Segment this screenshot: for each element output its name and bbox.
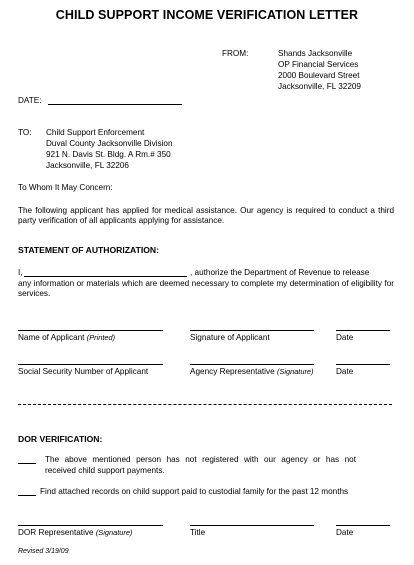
- from-line-1: Shands Jacksonville: [278, 49, 353, 58]
- applicant-signature-field[interactable]: [190, 330, 314, 331]
- to-line-1: Child Support Enforcement: [46, 128, 145, 137]
- authorization-text-rest: any information or materials which are deemed necessary to complete my determination of eligibility for services.: [18, 279, 394, 298]
- document-title: CHILD SUPPORT INCOME VERIFICATION LETTER: [55, 8, 359, 22]
- authorizer-name-field[interactable]: [24, 276, 187, 277]
- section-divider: [18, 404, 392, 405]
- dor-rep-field[interactable]: [18, 525, 163, 526]
- dor-date-field[interactable]: [336, 525, 390, 526]
- date-field[interactable]: [48, 104, 182, 105]
- dor-item-2-checkbox[interactable]: [18, 495, 36, 496]
- applicant-date-field[interactable]: [336, 330, 390, 331]
- to-line-4: Jacksonville, FL 32206: [46, 161, 129, 170]
- applicant-name-field[interactable]: [18, 330, 163, 331]
- applicant-signature-label: Signature of Applicant: [190, 333, 270, 342]
- to-line-2: Duval County Jacksonville Division: [46, 139, 173, 148]
- applicant-name-label: Name of Applicant: [18, 333, 85, 342]
- intro-paragraph: The following applicant has applied for medical assistance. Our agency is required to conduct a third party verification of all applicants applying for assistance.: [18, 206, 394, 225]
- ssn-label: Social Security Number of Applicant: [18, 367, 149, 376]
- agency-date-field[interactable]: [336, 364, 390, 365]
- dor-item-1-checkbox[interactable]: [18, 463, 36, 464]
- dor-rep-label-group: [18, 528, 132, 538]
- applicant-name-note: (Printed): [86, 333, 116, 342]
- dor-item-2: Find attached records on child support paid to custodial family for the past 12 months: [40, 487, 349, 496]
- salutation: To Whom It May Concern:: [18, 183, 113, 192]
- authorization-heading: STATEMENT OF AUTHORIZATION:: [18, 245, 159, 255]
- from-line-3: 2000 Boulevard Street: [278, 71, 360, 80]
- from-line-2: OP Financial Services: [278, 60, 359, 69]
- applicant-name-label-group: [18, 333, 115, 343]
- to-line-3: 921 N. Davis St. Bldg. A Rm.# 350: [46, 150, 171, 159]
- date-label: DATE:: [18, 96, 42, 105]
- agency-label-group: [190, 367, 314, 377]
- dor-heading: DOR VERIFICATION:: [18, 434, 103, 444]
- agency-date-label: Date: [336, 367, 354, 376]
- dor-item-1-line-1: The above mentioned person has not registered with our agency or has not: [45, 455, 356, 464]
- agency-note: (Signature): [276, 367, 314, 376]
- dor-title-label: Title: [190, 528, 206, 537]
- applicant-date-label: Date: [336, 333, 354, 342]
- from-line-4: Jacksonville, FL 32209: [278, 82, 361, 91]
- agency-signature-field[interactable]: [190, 364, 314, 365]
- dor-item-1-line-2: received child support payments.: [45, 466, 165, 475]
- dor-rep-label: DOR Representative: [18, 528, 94, 537]
- dor-title-field[interactable]: [190, 525, 314, 526]
- to-label: TO:: [18, 128, 32, 137]
- from-label: FROM:: [222, 49, 249, 58]
- dor-date-label: Date: [336, 528, 354, 537]
- authorization-prefix: I,: [18, 268, 23, 277]
- revision-note: Revised 3/19/09: [18, 548, 69, 555]
- dor-rep-note: (Signature): [95, 528, 133, 537]
- authorization-text-line-1: , authorize the Department of Revenue to release: [190, 268, 370, 277]
- ssn-field[interactable]: [18, 364, 163, 365]
- agency-label: Agency Representative: [190, 367, 275, 376]
